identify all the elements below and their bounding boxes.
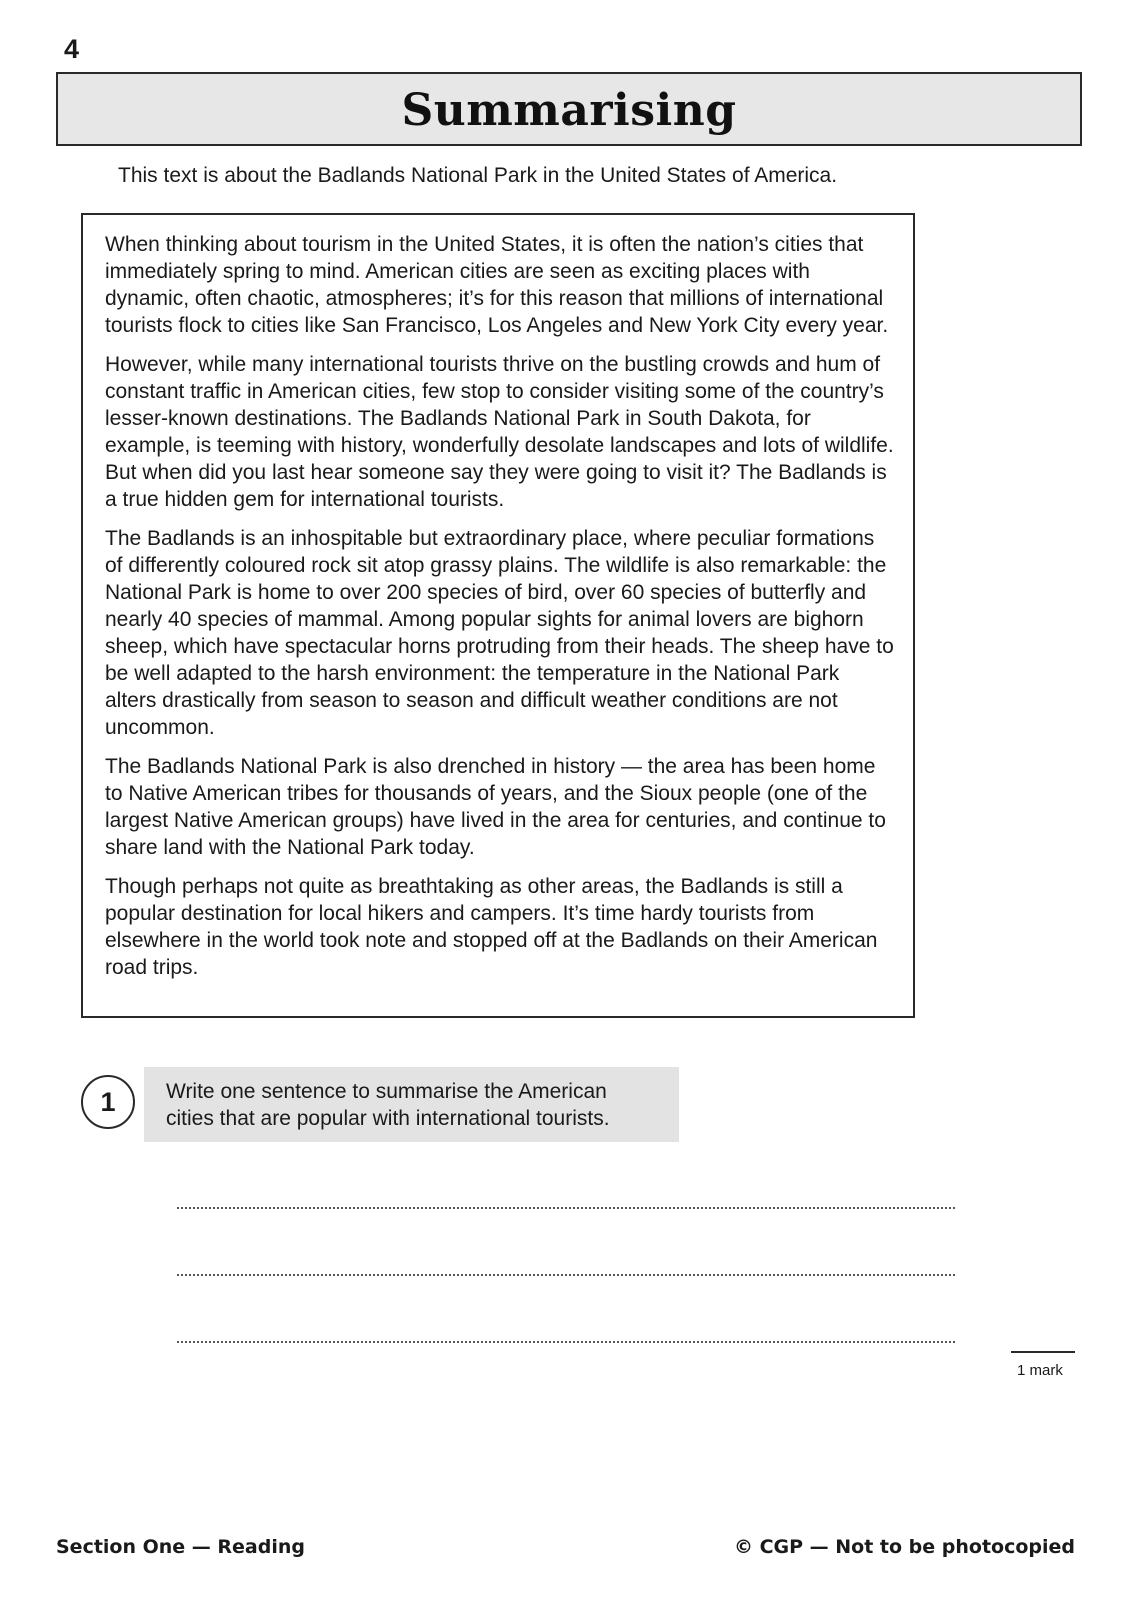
intro-text: This text is about the Badlands National Park in the United States of America. (118, 164, 838, 187)
page-title: Summarising (401, 84, 737, 136)
answer-line-1[interactable] (177, 1207, 955, 1209)
mark-rule (1011, 1351, 1075, 1353)
question-prompt: Write one sentence to summarise the American cities that are popular with international tourists. (144, 1067, 679, 1142)
footer-copyright: © CGP — Not to be photocopied (733, 1536, 1075, 1558)
title-banner (56, 72, 1082, 146)
answer-line-3[interactable] (177, 1341, 955, 1343)
passage-paragraph-1: When thinking about tourism in the United States, it is often the nation’s cities that immediately spring to mind. American cities are seen as exciting places with dynamic, often chaotic, atmospheres; it’s for this reason that millions of international tourists flock to cities like San Francisco, Los Angeles and New York City every year. (105, 233, 889, 337)
passage-paragraph-5: Though perhaps not quite as breathtaking as other areas, the Badlands is still a popular destination for local hikers and campers. It’s time hardy tourists from elsewhere in the world took note and stopped off at the Badlands on their American road trips. (105, 875, 878, 979)
reading-passage (81, 213, 915, 1018)
answer-line-2[interactable] (177, 1274, 955, 1276)
mark-label: 1 mark (1017, 1362, 1063, 1379)
footer-section-label: Section One — Reading (56, 1536, 305, 1558)
passage-paragraph-3: The Badlands is an inhospitable but extraordinary place, where peculiar formations of differently coloured rock sit atop grassy plains. The wildlife is also remarkable: the National Park is home to over 200 species of bird, over 60 species of butterfly and nearly 40 species of mammal. Among popular sights for animal lovers are bighorn sheep, which have spectacular horns protruding from their heads. The sheep have to be well adapted to the harsh environment: the temperature in the National Park alters drastically from season to season and difficult weather conditions are not uncommon. (105, 527, 894, 739)
question-number-badge: 1 (81, 1075, 135, 1129)
passage-paragraph-4: The Badlands National Park is also drenched in history — the area has been home to Native American tribes for thousands of years, and the Sioux people (one of the largest Native American groups) have lived in the area for centuries, and continue to share land with the National Park today. (105, 755, 886, 859)
page-number: 4 (64, 34, 80, 64)
passage-paragraph-2: However, while many international tourists thrive on the bustling crowds and hum of constant traffic in American cities, few stop to consider visiting some of the country’s lesser-known destinations. The Badlands National Park in South Dakota, for example, is teeming with history, wonderfully desolate landscapes and lots of wildlife. But when did you last hear someone say they were going to visit it? The Badlands is a true hidden gem for international tourists. (105, 353, 894, 511)
